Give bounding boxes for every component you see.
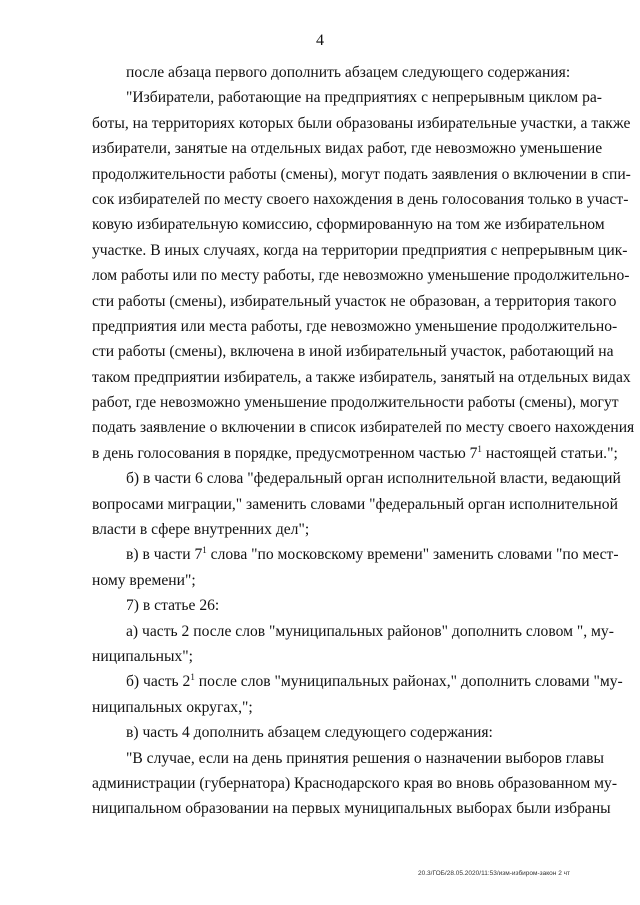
text-line xyxy=(92,593,602,618)
text-line-content: ниципальных"; xyxy=(92,647,193,665)
text-line xyxy=(92,187,629,212)
text-line xyxy=(92,466,621,491)
text-line xyxy=(92,441,618,466)
text-line-content: администрации (губернатора) Краснодарского края во вновь образованном му- xyxy=(92,774,618,792)
text-line-content: продолжительности работы (смены), могут подать заявления о включении в спи- xyxy=(92,165,631,183)
text-line-content: предприятия или места работы, где невозможно уменьшение продолжительно- xyxy=(92,317,618,335)
text-line-continuation: настоящей статьи."; xyxy=(481,444,618,462)
text-line xyxy=(92,111,631,136)
text-line xyxy=(92,517,602,542)
text-line-content: в) часть 4 дополнить абзацем следующего содержания: xyxy=(126,724,493,742)
text-line xyxy=(92,339,614,364)
text-line xyxy=(92,162,631,187)
text-line-content: а) часть 2 после слов "муниципальных районов" дополнить словом ", му- xyxy=(126,622,614,640)
text-line-content: ному времени"; xyxy=(92,571,196,589)
text-line-content: после абзаца первого дополнить абзацем следующего содержания: xyxy=(126,64,571,81)
text-line-content: "В случае, если на день принятия решения о назначении выборов главы xyxy=(126,749,604,767)
text-line-content: подать заявление о включении в список избирателей по месту своего нахождения xyxy=(92,419,635,437)
text-line xyxy=(92,314,618,339)
text-line xyxy=(92,669,623,694)
text-line-content: таком предприятии избиратель, а также избиратель, занятый на отдельных видах xyxy=(92,368,631,386)
text-line xyxy=(92,644,602,669)
text-line-content: в день голосования в порядке, предусмотренном частью 7 xyxy=(92,444,478,462)
text-line xyxy=(92,390,619,415)
text-line-content: вопросами миграции," заменить словами "федеральный орган исполнительной xyxy=(92,495,618,513)
text-line-content: работ, где невозможно уменьшение продолжительности работы (смены), могут xyxy=(92,394,619,412)
text-line xyxy=(92,771,618,796)
text-line-continuation: после слов "муниципальных районах," дополнить словами "му- xyxy=(194,673,623,691)
text-line-continuation: слова "по московскому времени" заменить словами "по мест- xyxy=(206,546,619,564)
text-line xyxy=(92,796,611,821)
text-line xyxy=(92,542,619,567)
text-line xyxy=(92,568,602,593)
text-line xyxy=(92,136,602,161)
text-line xyxy=(92,695,602,720)
page-number: 4 xyxy=(316,32,324,49)
superscript: 1 xyxy=(202,545,207,556)
text-line-content: "Избиратели, работающие на предприятиях с непрерывным циклом ра- xyxy=(126,89,602,107)
text-line xyxy=(92,415,635,440)
text-line-content: б) в части 6 слова "федеральный орган исполнительной власти, ведающий xyxy=(126,470,621,488)
text-line-content: ковую избирательную комиссию, сформированную на том же избирательном xyxy=(92,216,605,234)
text-line xyxy=(92,746,602,771)
text-line-content: сок избирателей по месту своего нахождения в день голосования только в участ- xyxy=(92,190,629,208)
text-line xyxy=(92,263,630,288)
text-line xyxy=(92,289,617,314)
text-line-content: сти работы (смены), избирательный участок не образован, а территория такого xyxy=(92,292,617,310)
text-line-content: боты, на территориях которых были образованы избирательные участки, а также xyxy=(92,114,631,132)
text-line-content: в) в части 7 xyxy=(126,546,203,564)
text-line xyxy=(92,212,605,237)
text-line-content: сти работы (смены), включена в иной избирательный участок, работающий на xyxy=(92,343,614,361)
text-line xyxy=(92,85,602,110)
superscript: 1 xyxy=(190,672,195,683)
text-line xyxy=(92,238,628,263)
text-line-content: 7) в статье 26: xyxy=(126,597,220,615)
text-line xyxy=(92,365,631,390)
text-line-content: ниципальных округах,"; xyxy=(92,698,253,716)
document-body xyxy=(92,60,635,822)
text-line-content: ниципальном образовании на первых муниципальных выборах были избраны xyxy=(92,800,611,818)
text-line xyxy=(92,492,618,517)
footer-file-reference: 20.3/ГОБ/28.05.2020/11:53/изм-избиром-закон 2 чт xyxy=(418,870,570,877)
superscript: 1 xyxy=(477,443,482,454)
text-line-content: лом работы или по месту работы, где невозможно уменьшение продолжительно- xyxy=(92,267,630,285)
text-line xyxy=(92,720,602,745)
text-line-content: власти в сфере внутренних дел"; xyxy=(92,521,310,539)
text-line xyxy=(92,60,602,85)
text-line-content: участке. В иных случаях, когда на территории предприятия с непрерывным цик- xyxy=(92,241,628,259)
text-line xyxy=(92,619,614,644)
text-line-content: б) часть 2 xyxy=(126,673,191,691)
text-line-content: избиратели, занятые на отдельных видах работ, где невозможно уменьшение xyxy=(92,140,603,158)
